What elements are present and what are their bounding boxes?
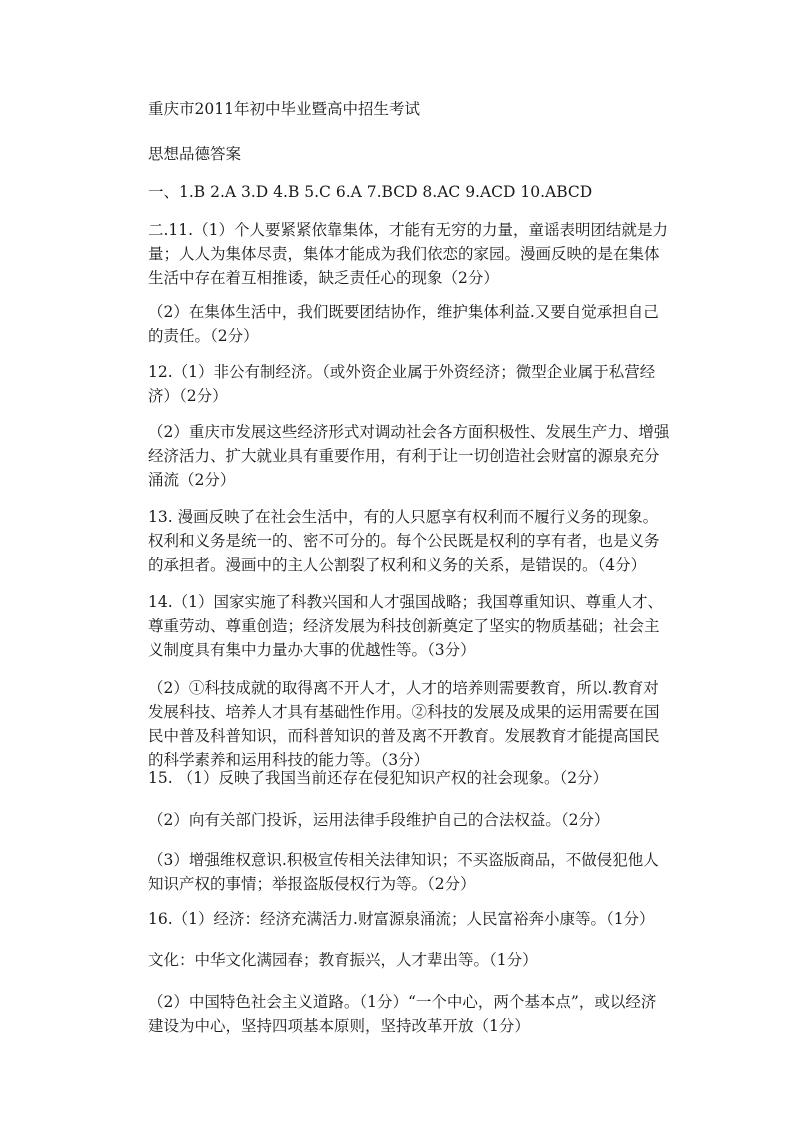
document-subtitle: 思想品德答案 <box>148 145 242 163</box>
answer-paragraph: 15. （1）反映了我国当前还存在侵犯知识产权的社会现象。（2分） <box>148 769 609 787</box>
answer-paragraph: 一、1.B 2.A 3.D 4.B 5.C 6.A 7.BCD 8.AC 9.ACD 10.ABCD <box>148 183 593 201</box>
document-title: 重庆市2011年初中毕业暨高中招生考试 <box>148 100 420 118</box>
answer-paragraph: 14.（1）国家实施了科教兴国和人才强国战略；我国尊重知识、尊重人才、尊重劳动、尊重创造；经济发展为科技创新奠定了坚实的物质基础；社会主义制度具有集中力量办大事的优越性等。（3分） <box>148 593 664 659</box>
answer-paragraph: （2）中国特色社会主义道路。（1分）“一个中心，两个基本点”，或以经济建设为中心，坚持四项基本原则，坚持改革开放（1分） <box>148 993 657 1035</box>
answer-paragraph: 16.（1）经济：经济充满活力.财富源泉涌流；人民富裕奔小康等。（1分） <box>148 910 655 928</box>
answer-paragraph: 12.（1）非公有制经济。（或外资企业属于外资经济；微型企业属于私营经济）（2分） <box>148 363 656 405</box>
answer-paragraph: （2）重庆市发展这些经济形式对调动社会各方面积极性、发展生产力、增强经济活力、扩大就业具有重要作用，有利于让一切创造社会财富的源泉充分涌流（2分） <box>148 423 670 489</box>
answer-paragraph: （2）①科技成就的取得离不开人才，人才的培养则需要教育，所以.教育对发展科技、培养人才具有基础性作用。②科技的发展及成果的运用需要在国民中普及科普知识，而科普知识的普及离不开教育。发展教育才能提高国民的科学素养和运用科技的能力等。（3分） <box>148 679 660 769</box>
answer-paragraph: 13. 漫画反映了在社会生活中，有的人只愿享有权利而不履行义务的现象。权利和义务是统一的、密不可分的。每个公民既是权利的享有者，也是义务的承担者。漫画中的主人公割裂了权利和义务的关系，是错误的。（4分） <box>148 508 660 574</box>
answer-paragraph: （2）向有关部门投诉，运用法律手段维护自己的合法权益。（2分） <box>148 811 610 829</box>
answer-paragraph: 二.11.（1）个人要紧紧依靠集体，才能有无穷的力量，童谣表明团结就是力量；人人为集体尽责，集体才能成为我们依恋的家园。漫画反映的是在集体生活中存在着互相推诿，缺乏责任心的现象（2分） <box>148 221 668 287</box>
answer-paragraph: 文化：中华文化满园春；教育振兴，人才辈出等。（1分） <box>148 951 538 969</box>
answer-paragraph: （3）增强维权意识.积极宣传相关法律知识；不买盗版商品，不做侵犯他人知识产权的事情；举报盗版侵权行为等。（2分） <box>148 851 659 893</box>
answer-paragraph: （2）在集体生活中，我们既要团结协作，维护集体利益.又要自觉承担自己的责任。（2分） <box>148 303 659 345</box>
